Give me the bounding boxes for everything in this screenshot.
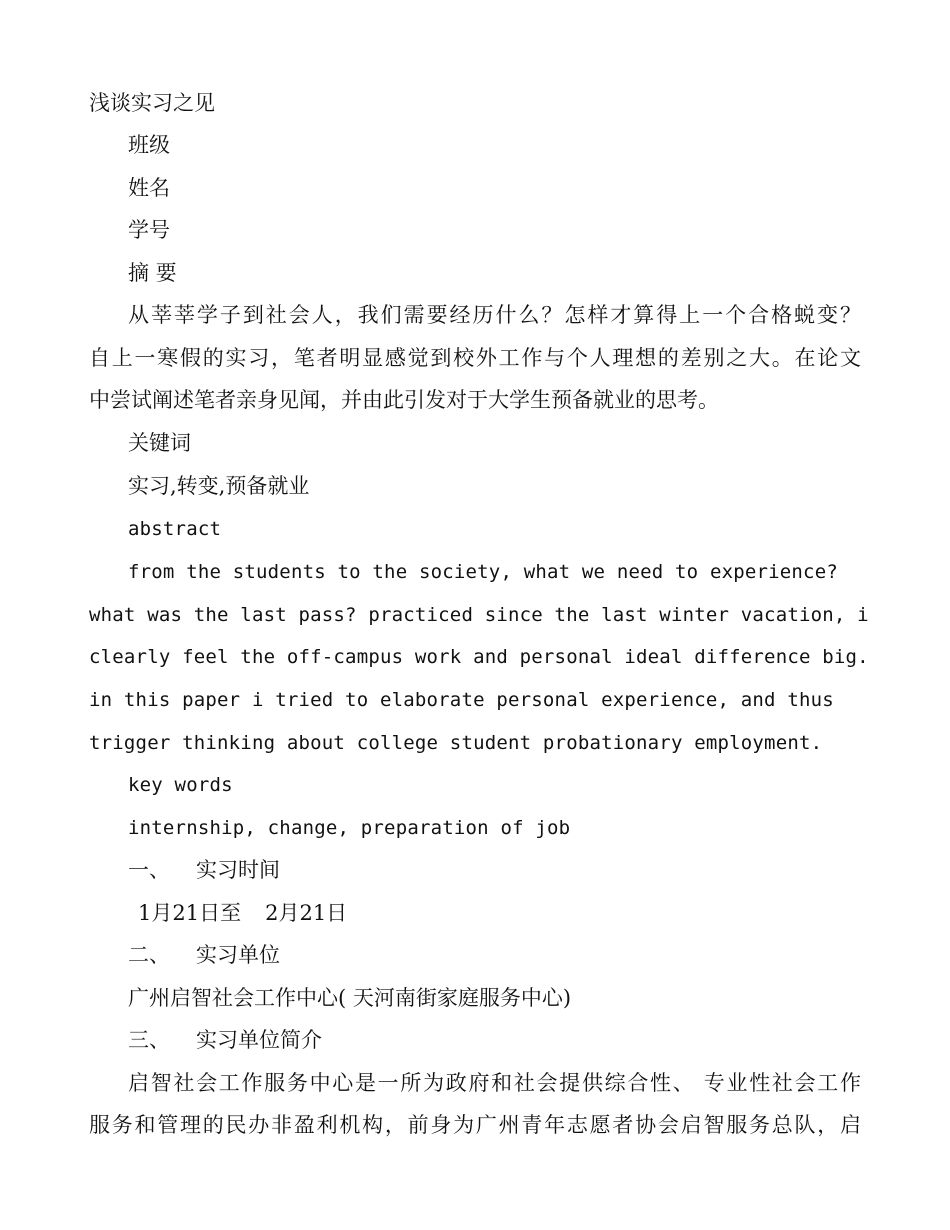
abstract-zh-heading: 摘 要 xyxy=(128,261,177,285)
keywords-en-heading: key words xyxy=(128,774,233,796)
document-title: 浅谈实习之见 xyxy=(89,91,215,115)
unit-intro-line: 服务和管理的民办非盈利机构，前身为广州青年志愿者协会启智服务总队，启 xyxy=(89,1113,861,1137)
section-number: 二、 xyxy=(128,943,170,967)
student-id-label: 学号 xyxy=(128,218,170,242)
abstract-zh-line: 中尝试阐述笔者亲身见闻，并由此引发对于大学生预备就业的思考。 xyxy=(89,388,719,412)
section-title: 实习单位 xyxy=(196,943,280,967)
section-number: 一、 xyxy=(128,858,170,882)
date-end: 2月21日 xyxy=(265,901,348,925)
section-heading xyxy=(128,1026,861,1054)
section-title: 实习时间 xyxy=(196,858,280,882)
section-title: 实习单位简介 xyxy=(196,1028,322,1052)
abstract-en-line: in this paper i tried to elaborate personal experience, and thus xyxy=(89,689,834,711)
unit-intro-line: 启智社会工作服务中心是一所为政府和社会提供综合性、 专业性社会工作 xyxy=(128,1071,861,1095)
abstract-zh-line: 从莘莘学子到社会人，我们需要经历什么？怎样才算得上一个合格蜕变？ xyxy=(128,303,861,327)
abstract-en-line: clearly feel the off-campus work and personal ideal difference big. xyxy=(89,646,869,668)
keywords-zh: 实习,转变,预备就业 xyxy=(128,474,310,498)
section-heading xyxy=(128,941,861,969)
abstract-en-line: trigger thinking about college student probationary employment. xyxy=(89,732,823,754)
keywords-zh-heading: 关键词 xyxy=(128,431,191,455)
keywords-en: internship, change, preparation of job xyxy=(128,817,571,839)
date-start: 1月21日至 xyxy=(138,901,242,925)
abstract-zh-line: 自上一寒假的实习，笔者明显感觉到校外工作与个人理想的差别之大。在论文 xyxy=(89,346,861,370)
abstract-en-line: what was the last pass? practiced since the last winter vacation, i xyxy=(89,604,869,626)
section-number: 三、 xyxy=(128,1028,170,1052)
name-label: 姓名 xyxy=(128,176,170,200)
internship-unit: 广州启智社会工作中心( 天河南街家庭服务中心) xyxy=(128,986,572,1010)
abstract-en-heading: abstract xyxy=(128,518,222,540)
internship-dates xyxy=(138,899,910,927)
class-label: 班级 xyxy=(128,133,170,157)
abstract-en-line: from the students to the society, what we need to experience? xyxy=(128,561,838,583)
section-heading xyxy=(128,856,861,884)
